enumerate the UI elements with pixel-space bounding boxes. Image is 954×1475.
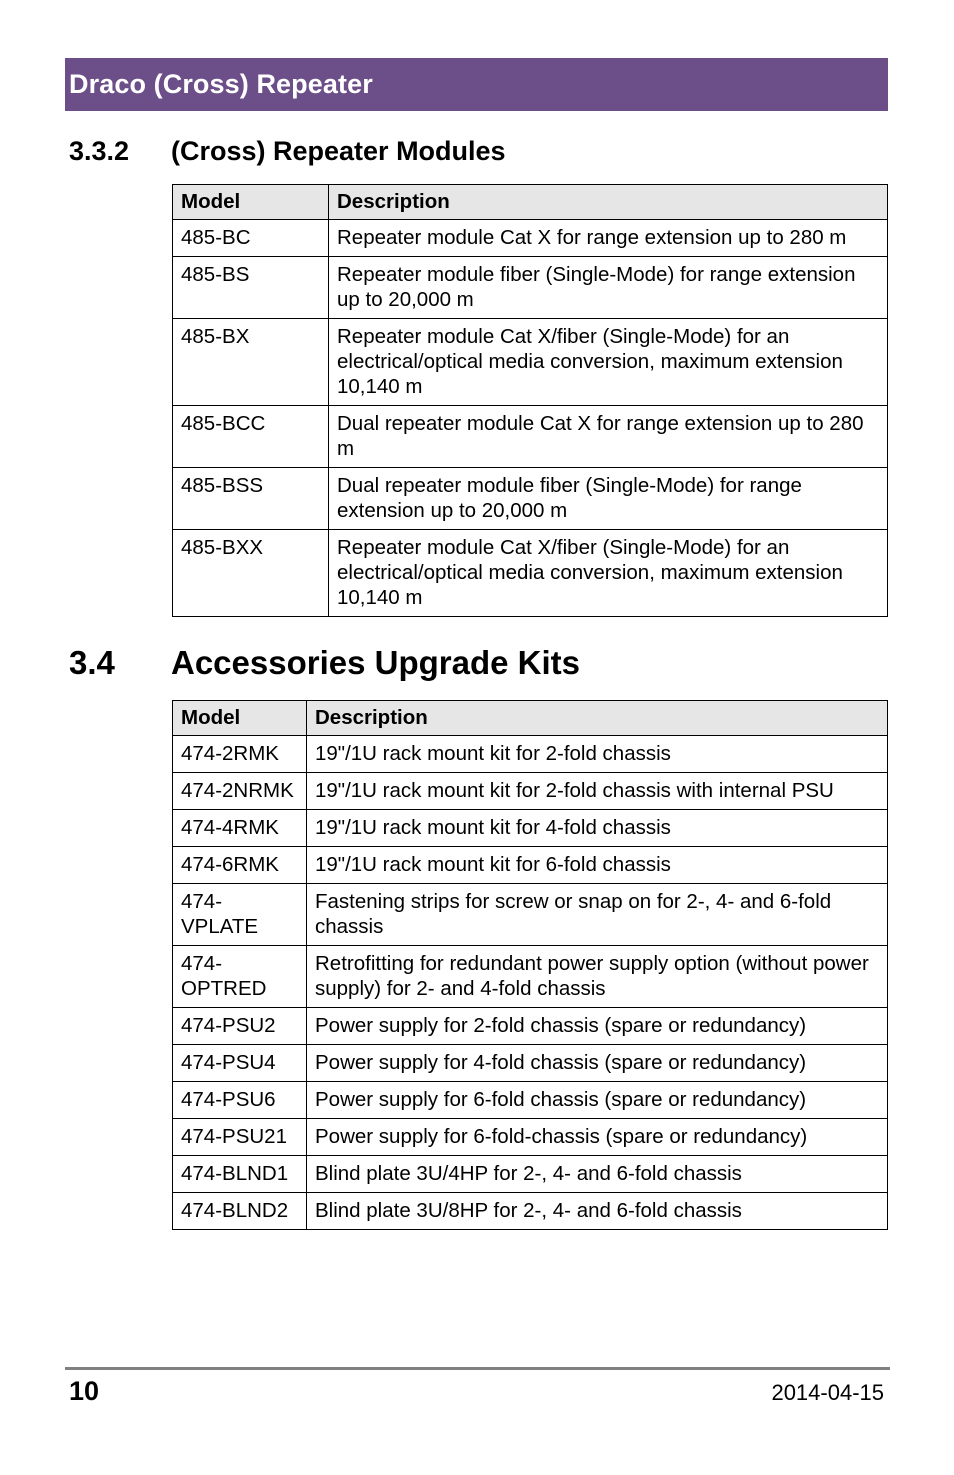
description-cell: Blind plate 3U/4HP for 2-, 4- and 6-fold chassis — [307, 1156, 888, 1193]
accessories-table — [172, 700, 888, 1230]
description-cell: Power supply for 6-fold-chassis (spare or redundancy) — [307, 1119, 888, 1156]
section-title: (Cross) Repeater Modules — [171, 136, 506, 166]
table-row — [173, 468, 888, 530]
description-cell: Power supply for 4-fold chassis (spare or redundancy) — [307, 1045, 888, 1082]
description-cell: Power supply for 6-fold chassis (spare or redundancy) — [307, 1082, 888, 1119]
document-date: 2014-04-15 — [771, 1380, 884, 1405]
footer-divider — [65, 1367, 890, 1370]
column-header-description: Description — [307, 701, 888, 736]
description-cell: Dual repeater module Cat X for range extension up to 280 m — [329, 406, 888, 468]
model-cell: 485-BC — [173, 220, 329, 257]
description-cell: 19"/1U rack mount kit for 2-fold chassis — [307, 736, 888, 773]
model-cell: 485-BCC — [173, 406, 329, 468]
description-cell: Blind plate 3U/8HP for 2-, 4- and 6-fold chassis — [307, 1193, 888, 1230]
table-row — [173, 1119, 888, 1156]
table-header-row — [173, 701, 888, 736]
table-row — [173, 1193, 888, 1230]
table-row — [173, 257, 888, 319]
column-header-model: Model — [173, 701, 307, 736]
table-row — [173, 884, 888, 946]
table-row — [173, 946, 888, 1008]
repeater-modules-table — [172, 184, 888, 617]
description-cell: Repeater module fiber (Single-Mode) for range extension up to 20,000 m — [329, 257, 888, 319]
page-number: 10 — [69, 1376, 100, 1406]
column-header-model: Model — [173, 185, 329, 220]
model-cell: 474-2NRMK — [173, 773, 307, 810]
model-cell: 474-6RMK — [173, 847, 307, 884]
model-cell: 474-PSU2 — [173, 1008, 307, 1045]
column-header-description: Description — [329, 185, 888, 220]
table-row — [173, 406, 888, 468]
table-row — [173, 1082, 888, 1119]
table-row — [173, 319, 888, 406]
model-cell: 474-2RMK — [173, 736, 307, 773]
model-cell: 474-OPTRED — [173, 946, 307, 1008]
table-header-row — [173, 185, 888, 220]
document-header-title: Draco (Cross) Repeater — [69, 69, 373, 99]
description-cell: 19"/1U rack mount kit for 2-fold chassis with internal PSU — [307, 773, 888, 810]
description-cell: 19"/1U rack mount kit for 4-fold chassis — [307, 810, 888, 847]
table-row — [173, 1045, 888, 1082]
section-title: Accessories Upgrade Kits — [171, 644, 581, 681]
table-row — [173, 530, 888, 617]
table-row — [173, 736, 888, 773]
description-cell: Fastening strips for screw or snap on for 2-, 4- and 6-fold chassis — [307, 884, 888, 946]
section-number: 3.3.2 — [69, 136, 130, 166]
model-cell: 485-BX — [173, 319, 329, 406]
table-row — [173, 847, 888, 884]
document-header-bar — [65, 58, 888, 111]
table-row — [173, 810, 888, 847]
description-cell: Retrofitting for redundant power supply option (without power supply) for 2- and 4-fold chassis — [307, 946, 888, 1008]
description-cell: 19"/1U rack mount kit for 6-fold chassis — [307, 847, 888, 884]
description-cell: Dual repeater module fiber (Single-Mode) for range extension up to 20,000 m — [329, 468, 888, 530]
model-cell: 485-BSS — [173, 468, 329, 530]
model-cell: 474-4RMK — [173, 810, 307, 847]
model-cell: 485-BS — [173, 257, 329, 319]
model-cell: 474-VPLATE — [173, 884, 307, 946]
description-cell: Repeater module Cat X/fiber (Single-Mode) for an electrical/optical media conversion, maximum extension 10,140 m — [329, 530, 888, 617]
model-cell: 474-BLND2 — [173, 1193, 307, 1230]
description-cell: Repeater module Cat X for range extension up to 280 m — [329, 220, 888, 257]
table-row — [173, 220, 888, 257]
table-row — [173, 1156, 888, 1193]
table-row — [173, 1008, 888, 1045]
section-number: 3.4 — [69, 644, 115, 681]
model-cell: 474-BLND1 — [173, 1156, 307, 1193]
model-cell: 474-PSU21 — [173, 1119, 307, 1156]
model-cell: 474-PSU4 — [173, 1045, 307, 1082]
model-cell: 474-PSU6 — [173, 1082, 307, 1119]
description-cell: Repeater module Cat X/fiber (Single-Mode) for an electrical/optical media conversion, maximum extension 10,140 m — [329, 319, 888, 406]
table-row — [173, 773, 888, 810]
model-cell: 485-BXX — [173, 530, 329, 617]
description-cell: Power supply for 2-fold chassis (spare or redundancy) — [307, 1008, 888, 1045]
